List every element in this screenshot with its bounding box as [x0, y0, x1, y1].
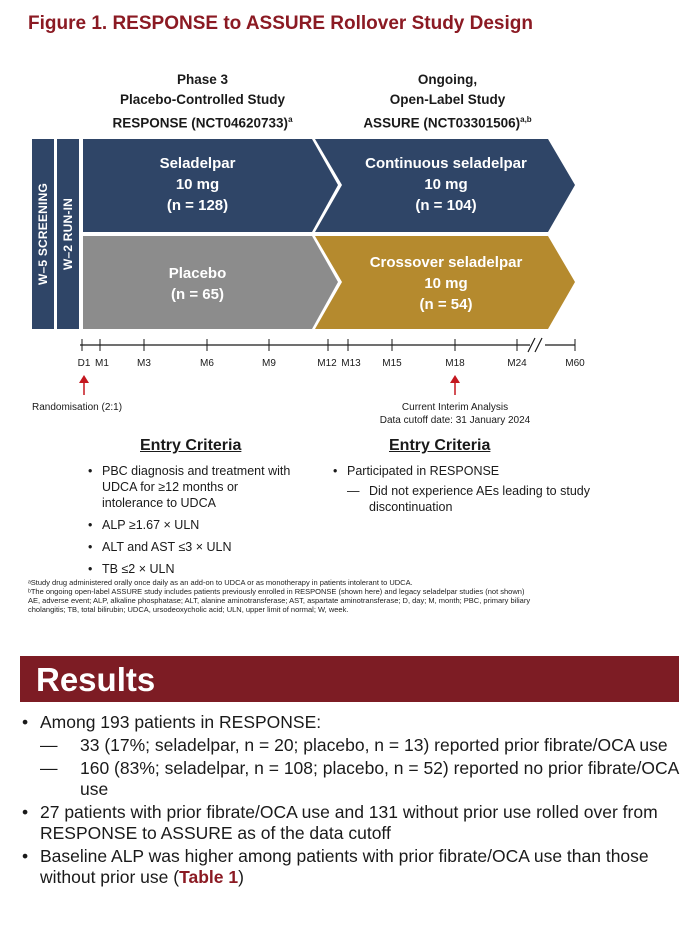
- interim-analysis-label: [355, 401, 555, 427]
- continuous-arm-name: Continuous seladelpar: [365, 155, 527, 172]
- footnote-b: ᵇThe ongoing open-label ASSURE study includes patients previously enrolled in RESPONSE (shown here) and legacy seladelpar studies (not shown): [28, 587, 525, 596]
- entry-left-item: • ALP ≥1.67 × ULN: [88, 517, 298, 533]
- randomisation-label: Randomisation (2:1): [32, 402, 123, 413]
- crossover-arm-name: Crossover seladelpar: [369, 254, 523, 271]
- timeline-break-2: [535, 338, 542, 352]
- tick-label-m13: M13: [341, 358, 361, 369]
- entry-criteria-left-list: [88, 463, 298, 583]
- placebo-arm-name: Placebo: [168, 265, 227, 282]
- continuous-arm-dose: 10 mg: [424, 176, 468, 193]
- runin-label: W–2 RUN-IN: [61, 197, 75, 271]
- figure-title: Figure 1. RESPONSE to ASSURE Rollover Study Design: [28, 13, 533, 34]
- results-title: Results: [36, 661, 156, 698]
- right-study-sup: a,b: [520, 115, 532, 124]
- results-subbullet: — 33 (17%; seladelpar, n = 20; placebo, n = 13) reported prior fibrate/OCA use: [20, 735, 680, 756]
- entry-left-item: • PBC diagnosis and treatment with UDCA for ≥12 months or intolerance to UDCA: [88, 463, 298, 511]
- footnote-a: ᵃStudy drug administered orally once daily as an add-on to UDCA or as monotherapy in patients intolerant to UDCA.: [28, 578, 413, 587]
- right-study-type: Open-Label Study: [389, 92, 506, 107]
- results-subbullet: — 160 (83%; seladelpar, n = 108; placebo, n = 52) reported no prior fibrate/OCA use: [20, 758, 680, 800]
- results-bullet: • 27 patients with prior fibrate/OCA use and 131 without prior use rolled over from RESPONSE to ASSURE as of the data cutoff: [20, 802, 680, 844]
- continuous-arm-n: (n = 104): [415, 197, 477, 214]
- crossover-arm-text: [340, 252, 552, 315]
- results-bullet: • Baseline ALP was higher among patients with prior fibrate/OCA use than those without prior use (Table 1): [20, 846, 680, 888]
- entry-criteria-right-title: Entry Criteria: [389, 437, 491, 454]
- seladelpar-arm-text: [95, 153, 300, 216]
- tick-label-m12: M12: [317, 358, 337, 369]
- entry-right-item: • Participated in RESPONSE: [333, 463, 583, 479]
- right-study-id: ASSURE $(NCT03301506)^{a,b}$: [363, 115, 532, 131]
- tick-label-d1: D1: [77, 358, 91, 369]
- interim-line2: Data cutoff date: 31 January 2024: [379, 415, 531, 426]
- crossover-arm-dose: 10 mg: [424, 275, 468, 292]
- results-list: [20, 712, 680, 888]
- entry-right-subitem: — Did not experience AEs leading to study discontinuation: [333, 483, 609, 515]
- tick-label-m3: M3: [137, 358, 151, 369]
- interim-arrow-icon: [450, 375, 460, 395]
- placebo-arm-n: (n = 65): [171, 286, 224, 303]
- tick-label-m6: M6: [200, 358, 214, 369]
- seladelpar-arm-n: (n = 128): [166, 197, 229, 214]
- tick-label-m9: M9: [262, 358, 276, 369]
- tick-label-m60: M60: [565, 358, 585, 369]
- tick-label-m24: M24: [507, 358, 527, 369]
- entry-left-item: • ALT and AST ≤3 × ULN: [88, 539, 298, 555]
- crossover-arm-n: (n = 54): [419, 296, 473, 313]
- left-study-id: RESPONSE $(NCT04620733)^a$: [112, 115, 293, 131]
- tick-label-m15: M15: [382, 358, 402, 369]
- left-study-type: Placebo-Controlled Study: [119, 92, 285, 107]
- entry-criteria-left-title: Entry Criteria: [140, 437, 242, 454]
- randomisation-arrow-icon: [79, 375, 89, 395]
- left-study-phase: Phase 3: [176, 72, 229, 87]
- tick-label-m18: M18: [445, 358, 465, 369]
- placebo-arm-text: [95, 263, 300, 305]
- entry-criteria-right-list: [333, 463, 583, 481]
- interim-line1: Current Interim Analysis: [401, 402, 509, 413]
- footnotes: [28, 578, 568, 614]
- seladelpar-arm-name: Seladelpar: [159, 155, 236, 172]
- entry-left-item: • TB ≤2 × ULN: [88, 561, 298, 577]
- continuous-arm-text: [340, 153, 552, 216]
- left-study-sup: a: [288, 115, 293, 124]
- screening-label: W–5 SCREENING: [36, 183, 50, 285]
- results-header: [20, 656, 679, 702]
- results-bullet: • Among 193 patients in RESPONSE:: [20, 712, 680, 733]
- seladelpar-arm-dose: 10 mg: [175, 176, 220, 193]
- table-1-link[interactable]: Table 1: [179, 867, 239, 887]
- tick-label-m1: M1: [95, 358, 109, 369]
- timeline: [0, 335, 696, 405]
- footnote-abbreviations: AE, adverse event; ALP, alkaline phosphatase; ALT, alanine aminotransferase; AST, aspartate aminotransferase; D, day; M, month; PBC, primary biliary cholangitis; TB, total bilirubin; UDCA, ursodeoxycholic acid; ULN, upper limit of normal; W, week.: [28, 596, 531, 614]
- right-study-status: Ongoing,: [417, 72, 478, 87]
